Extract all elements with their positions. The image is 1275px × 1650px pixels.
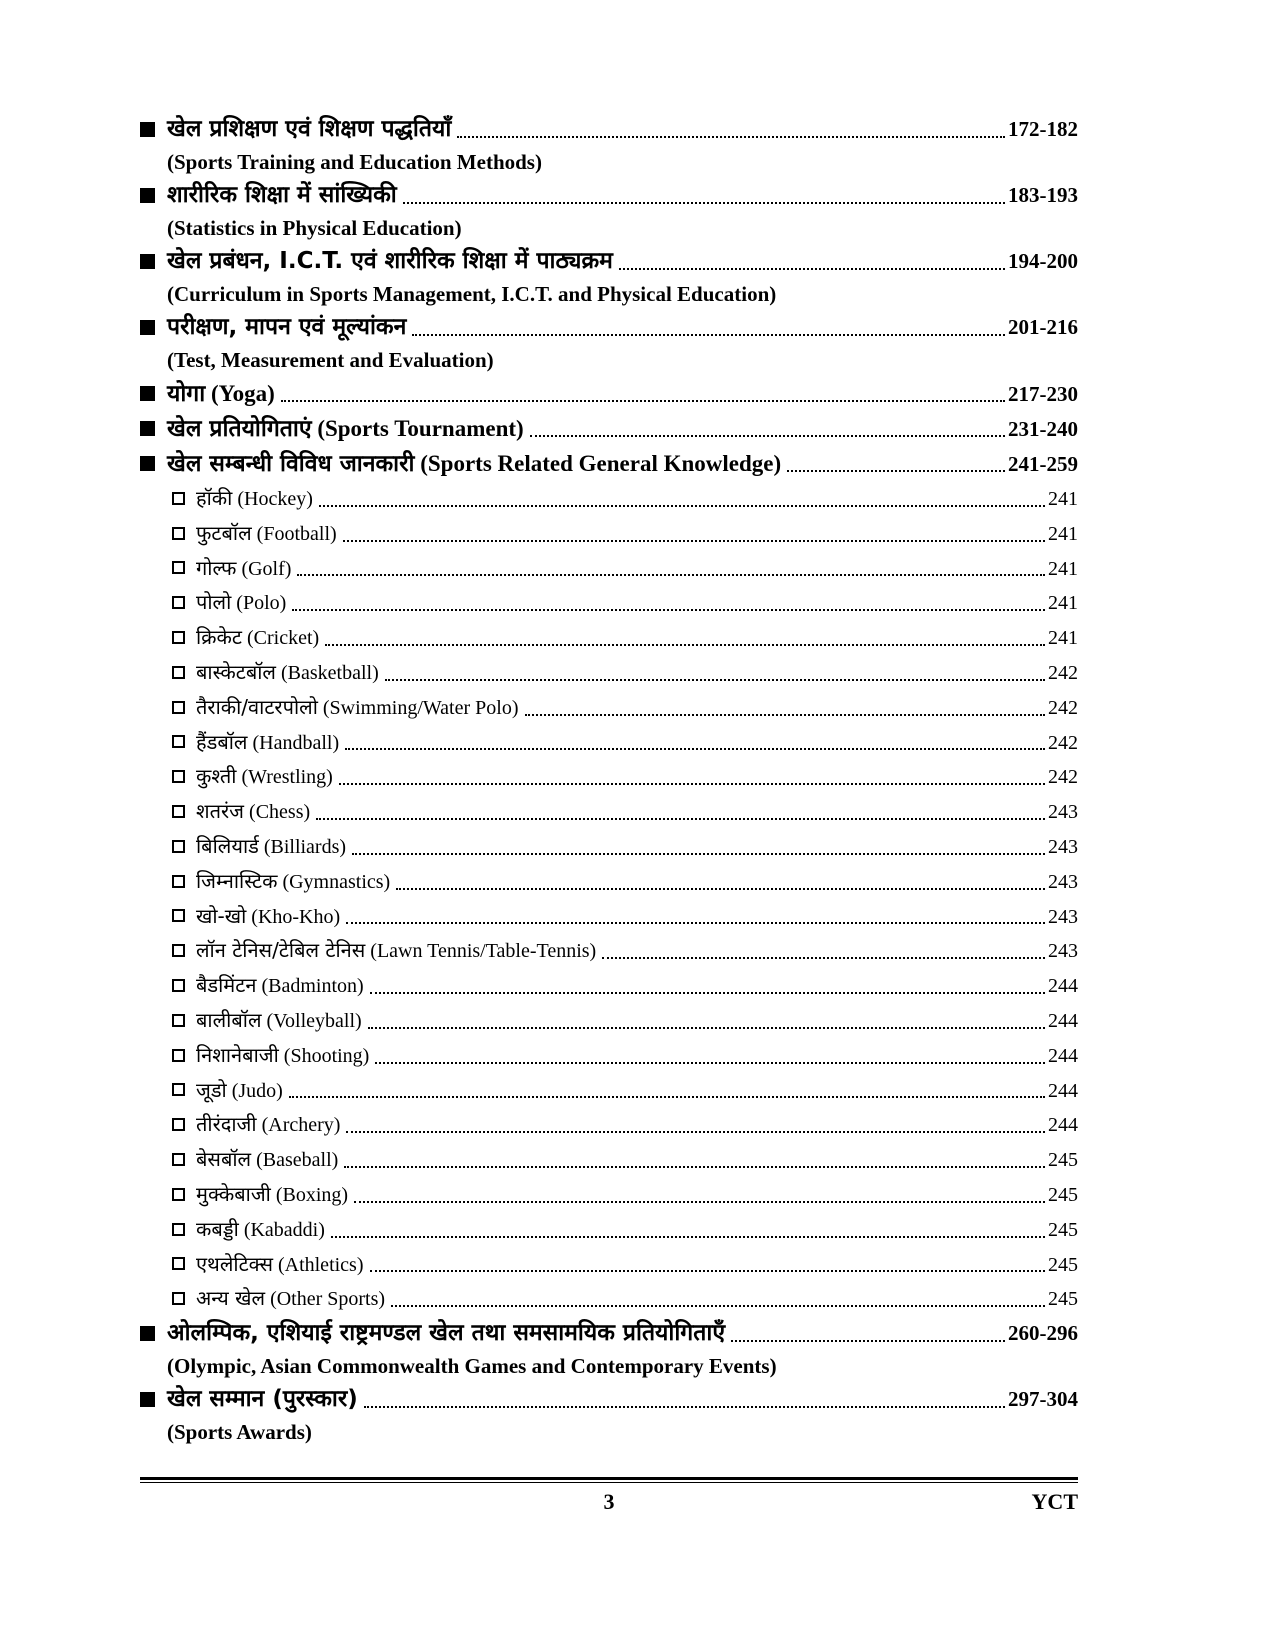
entry-page-range: 231-240 bbox=[1008, 417, 1078, 441]
hollow-square-icon bbox=[172, 1292, 185, 1305]
entry-title-hindi: एथलेटिक्स bbox=[196, 1251, 273, 1276]
hollow-square-icon bbox=[172, 596, 185, 609]
hollow-square-icon bbox=[172, 944, 185, 957]
entry-title-hindi: गोल्फ bbox=[196, 555, 237, 580]
entry-title-english: (Lawn Tennis/Table-Tennis) bbox=[365, 940, 597, 963]
dot-leader bbox=[354, 1201, 1045, 1203]
toc-topic-row bbox=[140, 725, 1078, 760]
entry-title-english: (Athletics) bbox=[272, 1253, 364, 1276]
entry-title-hindi: खेल सम्मान (पुरस्कार) bbox=[167, 1386, 358, 1413]
toc-chapter-row bbox=[140, 244, 1078, 279]
toc-topic-row bbox=[140, 1038, 1078, 1073]
entry-title bbox=[196, 655, 379, 691]
hollow-square-icon bbox=[172, 1118, 185, 1131]
entry-title-english: (Billiards) bbox=[258, 835, 347, 858]
hollow-square-icon bbox=[172, 1014, 185, 1027]
entry-title bbox=[196, 1212, 325, 1248]
entry-title bbox=[167, 112, 451, 147]
hollow-square-icon bbox=[172, 840, 185, 853]
entry-page-number: 241 bbox=[1048, 522, 1078, 545]
entry-subtitle-english: (Sports Awards) bbox=[167, 1420, 312, 1445]
entry-title-hindi: बेसबॉल bbox=[196, 1147, 252, 1172]
entry-title-hindi: निशानेबाजी bbox=[196, 1042, 279, 1067]
dot-leader bbox=[343, 540, 1045, 542]
entry-title-hindi: बिलियार्ड bbox=[196, 833, 259, 858]
entry-page-number: 243 bbox=[1048, 940, 1078, 963]
entry-title bbox=[196, 1142, 338, 1178]
toc-topic-row bbox=[140, 759, 1078, 794]
entry-title-hindi: फुटबॉल bbox=[196, 520, 252, 545]
toc-chapter-row bbox=[140, 376, 1078, 411]
dot-leader bbox=[292, 609, 1045, 611]
entry-title-english: (Kho-Kho) bbox=[246, 905, 341, 928]
dot-leader bbox=[385, 679, 1045, 681]
toc-topic-row bbox=[140, 1003, 1078, 1038]
hollow-square-icon bbox=[172, 701, 185, 714]
entry-title-english: (Basketball) bbox=[275, 661, 379, 684]
entry-title bbox=[196, 1073, 283, 1109]
entry-title-english: (Kabaddi) bbox=[238, 1218, 325, 1241]
entry-title-hindi: जिम्नास्टिक bbox=[196, 868, 278, 893]
dot-leader bbox=[619, 268, 1005, 270]
toc-topic-row bbox=[140, 968, 1078, 1003]
entry-title-hindi: खेल सम्बन्धी विविध जानकारी bbox=[167, 451, 415, 477]
dot-leader bbox=[339, 783, 1045, 785]
page-footer bbox=[140, 1477, 1078, 1518]
entry-title bbox=[196, 1038, 369, 1074]
entry-subtitle-english: (Curriculum in Sports Management, I.C.T. and Physical Education) bbox=[167, 282, 777, 306]
entry-title-hindi: हैंडबॉल bbox=[196, 729, 248, 754]
dot-leader bbox=[345, 748, 1045, 750]
entry-subtitle-english: (Sports Training and Education Methods) bbox=[167, 150, 542, 174]
entry-title-english: (Football) bbox=[251, 522, 337, 545]
filled-square-icon bbox=[140, 456, 155, 471]
entry-page-number: 244 bbox=[1048, 975, 1078, 998]
entry-title-hindi: लॉन टेनिस/टेबिल टेनिस bbox=[196, 938, 366, 963]
dot-leader bbox=[344, 1166, 1045, 1168]
entry-title bbox=[196, 968, 364, 1004]
entry-title-hindi: परीक्षण, मापन एवं मूल्यांकन bbox=[167, 314, 407, 340]
toc-topic-row bbox=[140, 899, 1078, 934]
entry-page-number: 244 bbox=[1048, 1009, 1078, 1032]
entry-title bbox=[167, 1316, 725, 1351]
dot-leader bbox=[331, 1236, 1045, 1238]
entry-title bbox=[167, 244, 613, 279]
entry-title-hindi: तीरंदाजी bbox=[196, 1112, 257, 1137]
entry-page-range: 201-216 bbox=[1008, 315, 1078, 339]
entry-title-hindi: अन्य खेल bbox=[196, 1286, 266, 1311]
dot-leader bbox=[370, 992, 1045, 994]
entry-title-english: (Archery) bbox=[256, 1114, 341, 1137]
footer-row bbox=[140, 1486, 1078, 1518]
entry-title bbox=[196, 551, 291, 587]
entry-title bbox=[167, 178, 397, 213]
entry-title bbox=[196, 1177, 348, 1213]
entry-page-number: 245 bbox=[1048, 1288, 1078, 1311]
entry-title bbox=[196, 829, 346, 865]
hollow-square-icon bbox=[172, 979, 185, 992]
hollow-square-icon bbox=[172, 875, 185, 888]
entry-title-hindi: कबड्डी bbox=[196, 1216, 239, 1241]
entry-title-hindi: जूडो bbox=[196, 1077, 227, 1102]
entry-title bbox=[196, 899, 340, 935]
entry-subtitle-english: (Statistics in Physical Education) bbox=[167, 216, 462, 240]
toc-topic-row bbox=[140, 585, 1078, 620]
entry-title bbox=[196, 794, 310, 830]
entry-title-hindi: योगा bbox=[167, 381, 206, 407]
entry-title-english: (Hockey) bbox=[232, 488, 313, 510]
dot-leader bbox=[368, 1027, 1045, 1029]
entry-page-number: 242 bbox=[1048, 661, 1078, 684]
toc-chapter-row bbox=[140, 1316, 1078, 1351]
filled-square-icon bbox=[140, 386, 155, 401]
entry-title bbox=[167, 310, 406, 345]
dot-leader bbox=[352, 853, 1045, 855]
entry-title-english: (Judo) bbox=[226, 1079, 283, 1102]
dot-leader bbox=[325, 644, 1045, 646]
dot-leader bbox=[316, 818, 1045, 820]
hollow-square-icon bbox=[172, 805, 185, 818]
hollow-square-icon bbox=[172, 561, 185, 574]
entry-title-english: (Chess) bbox=[244, 801, 311, 824]
entry-page-number: 245 bbox=[1048, 1183, 1078, 1206]
hollow-square-icon bbox=[172, 1153, 185, 1166]
filled-square-icon bbox=[140, 320, 155, 335]
toc-chapter-row bbox=[140, 112, 1078, 147]
entry-page-number: 244 bbox=[1048, 1114, 1078, 1137]
page-number: 3 bbox=[603, 1489, 615, 1514]
toc-chapter-row bbox=[140, 446, 1078, 481]
entry-title-hindi: क्रिकेट bbox=[196, 625, 242, 650]
filled-square-icon bbox=[140, 1326, 155, 1341]
toc-topic-row bbox=[140, 1212, 1078, 1247]
entry-title-hindi: हॉकी bbox=[196, 486, 233, 510]
entry-title-hindi: खेल प्रतियोगिताएं bbox=[167, 416, 312, 442]
entry-page-range: 194-200 bbox=[1008, 249, 1078, 273]
entry-page-number: 245 bbox=[1048, 1218, 1078, 1241]
entry-title bbox=[196, 1003, 362, 1039]
entry-title-hindi: बास्केटबॉल bbox=[196, 659, 276, 684]
entry-page-number: 242 bbox=[1048, 731, 1078, 754]
toc-topic-row bbox=[140, 481, 1078, 516]
hollow-square-icon bbox=[172, 492, 185, 505]
entry-page-range: 260-296 bbox=[1008, 1321, 1078, 1346]
toc-topic-row bbox=[140, 516, 1078, 551]
entry-title bbox=[196, 864, 390, 900]
toc-topic-row bbox=[140, 794, 1078, 829]
hollow-square-icon bbox=[172, 527, 185, 540]
entry-title bbox=[196, 690, 519, 726]
entry-page-number: 241 bbox=[1048, 592, 1078, 615]
entry-title-english: (Sports Tournament) bbox=[311, 416, 524, 441]
toc-topic-row bbox=[140, 1281, 1078, 1316]
entry-page-number: 242 bbox=[1048, 696, 1078, 719]
entry-title-english: (Other Sports) bbox=[265, 1288, 386, 1311]
entry-title-english: (Sports Related General Knowledge) bbox=[414, 451, 782, 476]
hollow-square-icon bbox=[172, 631, 185, 644]
entry-page-range: 183-193 bbox=[1008, 183, 1078, 207]
toc-chapter-row bbox=[140, 310, 1078, 345]
hollow-square-icon bbox=[172, 666, 185, 679]
toc-topic-row bbox=[140, 864, 1078, 899]
dot-leader bbox=[297, 574, 1045, 576]
hollow-square-icon bbox=[172, 1049, 185, 1062]
entry-title-hindi: खेल प्रबंधन, I.C.T. एवं शारीरिक शिक्षा में पाठ्यक्रम bbox=[167, 248, 613, 274]
entry-page-number: 241 bbox=[1048, 627, 1078, 650]
entry-title-english: (Volleyball) bbox=[261, 1009, 362, 1032]
toc-topic-row bbox=[140, 1247, 1078, 1282]
entry-title bbox=[167, 411, 524, 447]
entry-title-english: (Badminton) bbox=[256, 975, 364, 998]
entry-title-hindi: ओलम्पिक, एशियाई राष्ट्रमण्डल खेल तथा समसामयिक प्रतियोगिताएँ bbox=[167, 1320, 726, 1347]
dot-leader bbox=[281, 400, 1005, 402]
entry-title-english: (Wrestling) bbox=[236, 766, 333, 789]
entry-title-hindi: खेल प्रशिक्षण एवं शिक्षण पद्धतियाँ bbox=[167, 116, 452, 142]
entry-title-hindi: बालीबॉल bbox=[196, 1007, 262, 1032]
entry-page-number: 242 bbox=[1048, 766, 1078, 789]
dot-leader bbox=[787, 470, 1005, 472]
hollow-square-icon bbox=[172, 735, 185, 748]
toc-chapter-row bbox=[140, 1382, 1078, 1417]
toc-chapter-row bbox=[140, 411, 1078, 446]
dot-leader bbox=[364, 1406, 1005, 1408]
entry-title bbox=[196, 481, 313, 517]
entry-title-english: (Shooting) bbox=[278, 1044, 370, 1067]
dot-leader bbox=[391, 1305, 1045, 1307]
entry-title-english: (Baseball) bbox=[251, 1149, 339, 1172]
dot-leader bbox=[396, 888, 1045, 890]
entry-title bbox=[196, 620, 319, 656]
entry-title-english: (Gymnastics) bbox=[277, 870, 391, 893]
hollow-square-icon bbox=[172, 1083, 185, 1096]
filled-square-icon bbox=[140, 1392, 155, 1407]
entry-page-number: 244 bbox=[1048, 1044, 1078, 1067]
entry-page-number: 241 bbox=[1048, 557, 1078, 580]
dot-leader bbox=[602, 957, 1045, 959]
entry-page-number: 243 bbox=[1048, 870, 1078, 893]
entry-page-range: 241-259 bbox=[1008, 452, 1078, 476]
entry-title bbox=[196, 1281, 385, 1317]
entry-title-hindi: शतरंज bbox=[196, 799, 245, 824]
hollow-square-icon bbox=[172, 1188, 185, 1201]
dot-leader bbox=[525, 714, 1046, 716]
entry-subtitle-english: (Test, Measurement and Evaluation) bbox=[167, 348, 494, 372]
entry-title-english: (Handball) bbox=[247, 731, 340, 754]
entry-title bbox=[167, 1382, 358, 1417]
dot-leader bbox=[530, 435, 1005, 437]
entry-page-number: 243 bbox=[1048, 835, 1078, 858]
entry-title-hindi: पोलो bbox=[196, 590, 232, 615]
filled-square-icon bbox=[140, 254, 155, 269]
entry-title bbox=[196, 725, 339, 761]
entry-title-hindi: बैडमिंटन bbox=[196, 973, 257, 998]
toc-topic-row bbox=[140, 829, 1078, 864]
dot-leader bbox=[731, 1340, 1005, 1342]
filled-square-icon bbox=[140, 122, 155, 137]
toc-chapter-row bbox=[140, 178, 1078, 213]
toc-topic-row bbox=[140, 655, 1078, 690]
entry-title bbox=[196, 759, 333, 795]
entry-page-number: 245 bbox=[1048, 1149, 1078, 1172]
dot-leader bbox=[346, 922, 1045, 924]
dot-leader bbox=[370, 1270, 1046, 1272]
toc-topic-row bbox=[140, 1073, 1078, 1108]
entry-page-number: 241 bbox=[1048, 488, 1078, 510]
toc-topic-row bbox=[140, 551, 1078, 586]
entry-page-range: 172-182 bbox=[1008, 117, 1078, 141]
dot-leader bbox=[403, 202, 1005, 204]
toc-topic-row bbox=[140, 1142, 1078, 1177]
toc-topic-row bbox=[140, 1107, 1078, 1142]
entry-page-number: 243 bbox=[1048, 801, 1078, 824]
dot-leader bbox=[375, 1062, 1045, 1064]
entry-title bbox=[167, 446, 781, 482]
entry-title-english: (Golf) bbox=[236, 557, 292, 580]
dot-leader bbox=[457, 136, 1005, 138]
hollow-square-icon bbox=[172, 1223, 185, 1236]
entry-title bbox=[196, 516, 337, 552]
footer-rule bbox=[140, 1477, 1078, 1483]
toc-topic-row bbox=[140, 933, 1078, 968]
entry-title bbox=[196, 585, 286, 621]
entry-page-number: 243 bbox=[1048, 905, 1078, 928]
filled-square-icon bbox=[140, 188, 155, 203]
dot-leader bbox=[289, 1096, 1045, 1098]
entry-title-english: (Polo) bbox=[231, 592, 287, 615]
entry-subtitle-english: (Olympic, Asian Commonwealth Games and Contemporary Events) bbox=[167, 1354, 777, 1379]
entry-page-range: 217-230 bbox=[1008, 382, 1078, 406]
dot-leader bbox=[319, 505, 1045, 507]
toc-topic-row bbox=[140, 620, 1078, 655]
entry-page-number: 245 bbox=[1048, 1253, 1078, 1276]
entry-title-hindi: मुक्केबाजी bbox=[196, 1181, 271, 1206]
entry-title-english: (Swimming/Water Polo) bbox=[317, 696, 519, 719]
hollow-square-icon bbox=[172, 1257, 185, 1270]
entry-title-english: (Yoga) bbox=[205, 381, 275, 406]
hollow-square-icon bbox=[172, 770, 185, 783]
entry-title bbox=[196, 933, 596, 969]
entry-title-english: (Cricket) bbox=[241, 627, 320, 650]
entry-page-range: 297-304 bbox=[1008, 1387, 1078, 1412]
entry-title-hindi: खो-खो bbox=[196, 903, 247, 928]
entry-title-hindi: कुश्ती bbox=[196, 764, 237, 789]
entry-title bbox=[196, 1107, 340, 1143]
dot-leader bbox=[346, 1131, 1045, 1133]
toc-topic-row bbox=[140, 690, 1078, 725]
entry-title bbox=[167, 376, 275, 412]
brand-label: YCT bbox=[1031, 1489, 1078, 1514]
dot-leader bbox=[412, 334, 1005, 336]
entry-title-hindi: तैराकी/वाटरपोलो bbox=[196, 694, 318, 719]
entry-title-english: (Boxing) bbox=[270, 1183, 349, 1206]
toc-topic-row bbox=[140, 1177, 1078, 1212]
hollow-square-icon bbox=[172, 909, 185, 922]
entry-title bbox=[196, 1247, 364, 1283]
toc-list bbox=[140, 112, 1078, 1448]
entry-title-hindi: शारीरिक शिक्षा में सांख्यिकी bbox=[167, 182, 397, 208]
filled-square-icon bbox=[140, 421, 155, 436]
entry-page-number: 244 bbox=[1048, 1079, 1078, 1102]
